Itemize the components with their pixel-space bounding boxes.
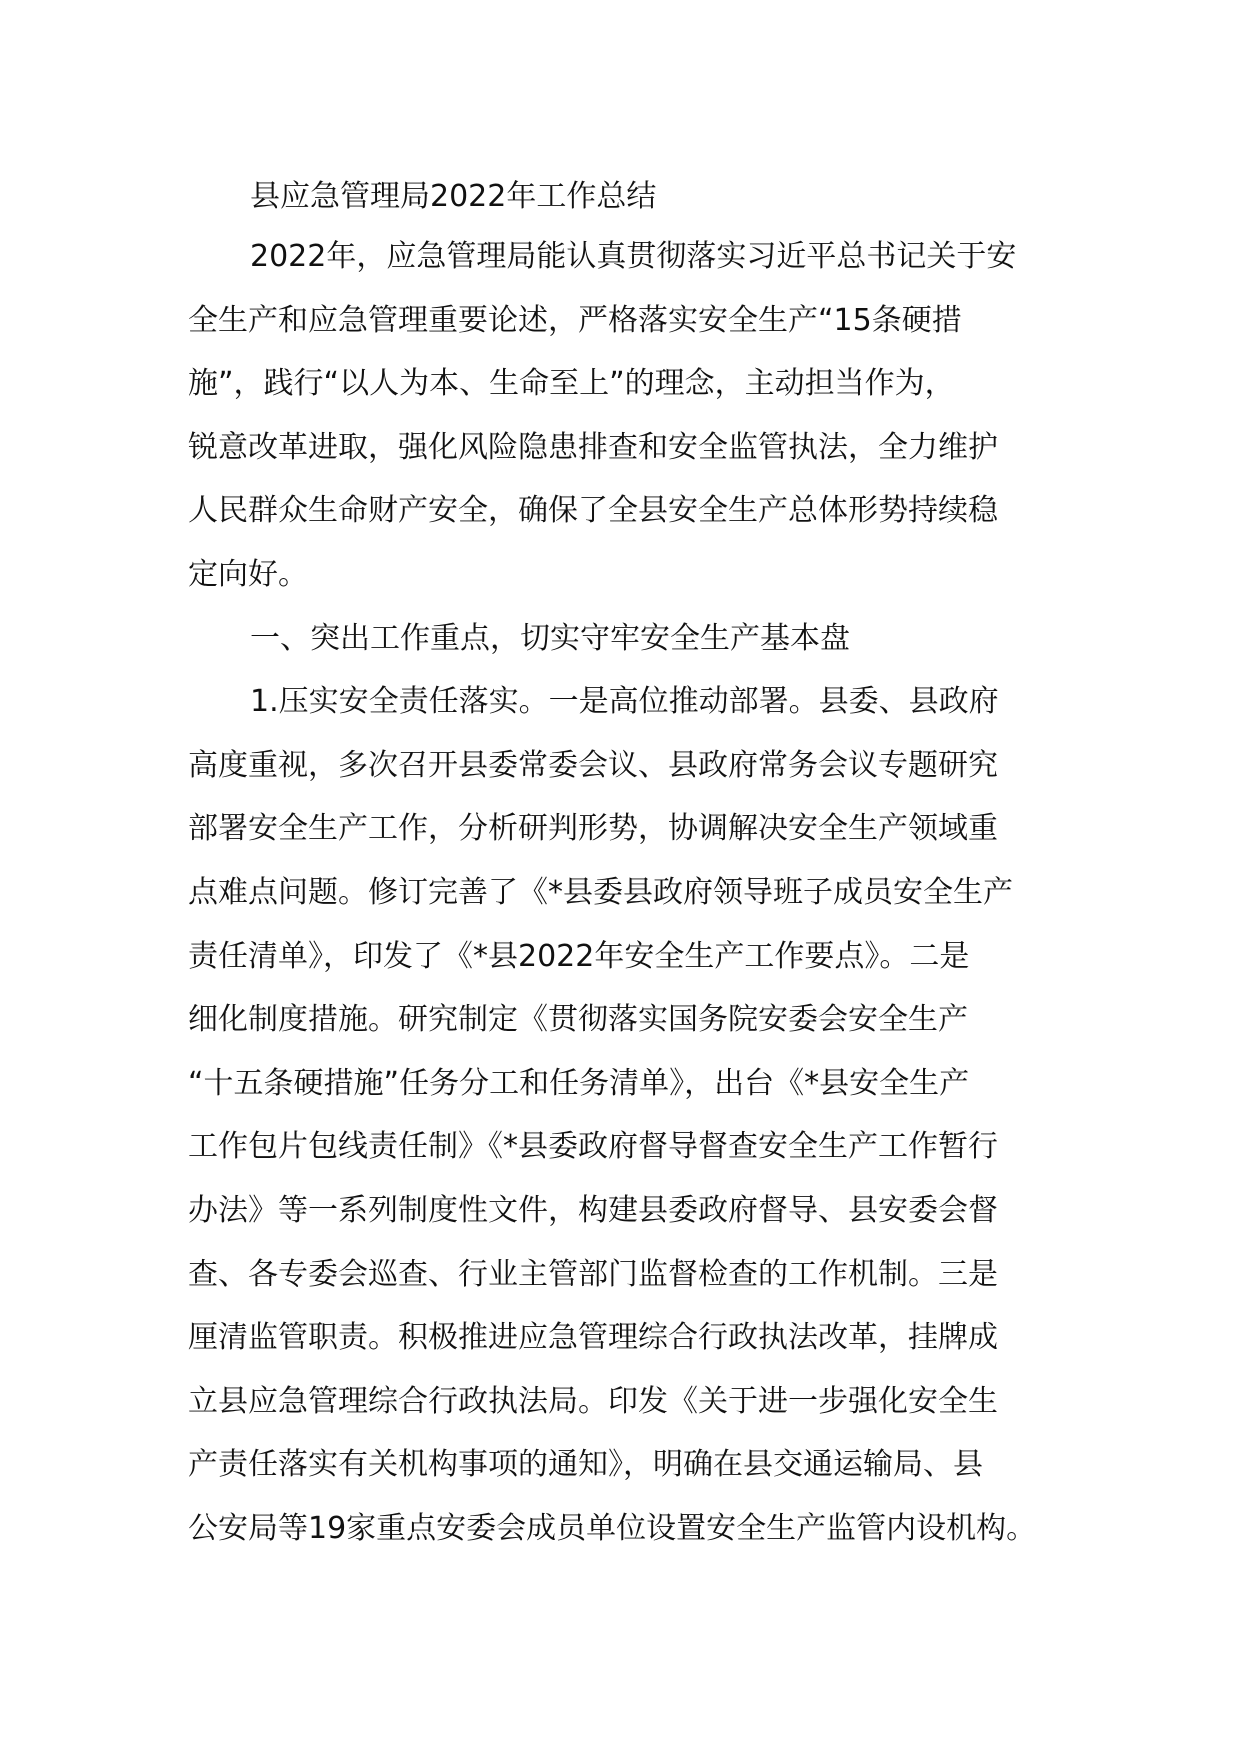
paragraph-line: 高度重视，多次召开县委常委会议、县政府常务会议专题研究: [188, 747, 998, 783]
document-body: [188, 168, 1060, 1560]
paragraph-line: 查、各专委会巡查、行业主管部门监督检查的工作机制。三是: [188, 1256, 998, 1292]
paragraph-line: “十五条硬措施”任务分工和任务清单》，出台《*县安全生产: [188, 1065, 970, 1101]
paragraph-line: 施”，践行“以人为本、生命至上”的理念，主动担当作为，: [188, 366, 955, 402]
document-title: 县应急管理局2022年工作总结: [250, 179, 657, 214]
paragraph-line: 定向好。: [188, 556, 308, 592]
paragraph-line: 人民群众生命财产安全，确保了全县安全生产总体形势持续稳: [188, 493, 998, 529]
paragraph-line: 责任清单》，印发了《*县2022年安全生产工作要点》。二是: [188, 938, 970, 974]
paragraph-line: 全生产和应急管理重要论述，严格落实安全生产“15条硬措: [188, 302, 962, 338]
paragraph-line: 锐意改革进取，强化风险隐患排查和安全监管执法，全力维护: [188, 429, 998, 465]
section-heading: 一、突出工作重点，切实守牢安全生产基本盘: [250, 620, 850, 656]
paragraph-line: 立县应急管理综合行政执法局。印发《关于进一步强化安全生: [188, 1383, 998, 1419]
paragraph-line: 2022年，应急管理局能认真贯彻落实习近平总书记关于安: [250, 239, 1017, 274]
paragraph-line: 办法》等一系列制度性文件，构建县委政府督导、县安委会督: [188, 1192, 998, 1228]
paragraph-line: 1.压实安全责任落实。一是高位推动部署。县委、县政府: [250, 684, 999, 720]
paragraph-line: 工作包片包线责任制》《*县委政府督导督查安全生产工作暂行: [188, 1129, 998, 1165]
paragraph-line: 点难点问题。修订完善了《*县委县政府领导班子成员安全生产: [188, 874, 1013, 910]
paragraph-line: 产责任落实有关机构事项的通知》，明确在县交通运输局、县: [188, 1447, 983, 1483]
paragraph-line: 细化制度措施。研究制定《贯彻落实国务院安委会安全生产: [188, 1002, 968, 1038]
paragraph-line: 厘清监管职责。积极推进应急管理综合行政执法改革，挂牌成: [188, 1320, 998, 1356]
paragraph-line: 部署安全生产工作，分析研判形势，协调解决安全生产领域重: [188, 811, 998, 847]
paragraph-line: 公安局等19家重点安委会成员单位设置安全生产监管内设机构。: [188, 1510, 1037, 1546]
